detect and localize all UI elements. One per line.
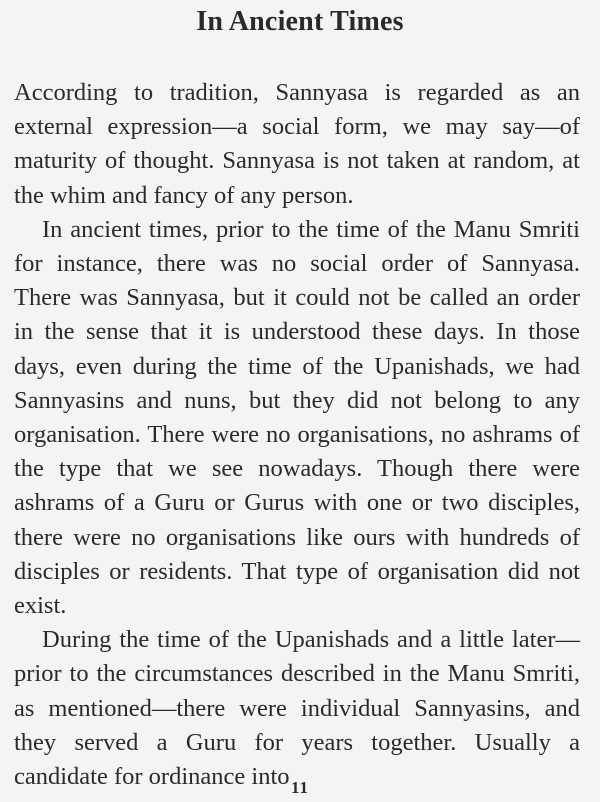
chapter-heading: In Ancient Times (196, 6, 404, 37)
paragraph-1: According to tradition, Sannyasa is regarded as an external expression—a social form, we may say—of maturity of thought. Sannyasa is not taken at random, at the whim and fancy of any person. (14, 79, 580, 209)
body-text (14, 76, 580, 794)
paragraph-3: During the time of the Upanishads and a little later—prior to the circumstances described in the Manu Smriti, as mentioned—there were individual Sannyasins, and they served a Guru for years together. Usually a candidate for ordinance into (14, 626, 580, 791)
page-number: 11 (290, 778, 310, 797)
paragraph-2: In ancient times, prior to the time of the Manu Smriti for instance, there was no social order of Sannyasa. There was Sannyasa, but it could not be called an order in the sense that it is understood these days. In those days, even during the time of the Upanishads, we had Sannyasins and nuns, but they did not belong to any organisation. There were no organisations, no ashrams of the type that we see nowadays. Though there were ashrams of a Guru or Gurus with one or two disciples, there were no organisations like ours with hundreds of disciples or residents. That type of organisation did not exist. (14, 215, 580, 620)
